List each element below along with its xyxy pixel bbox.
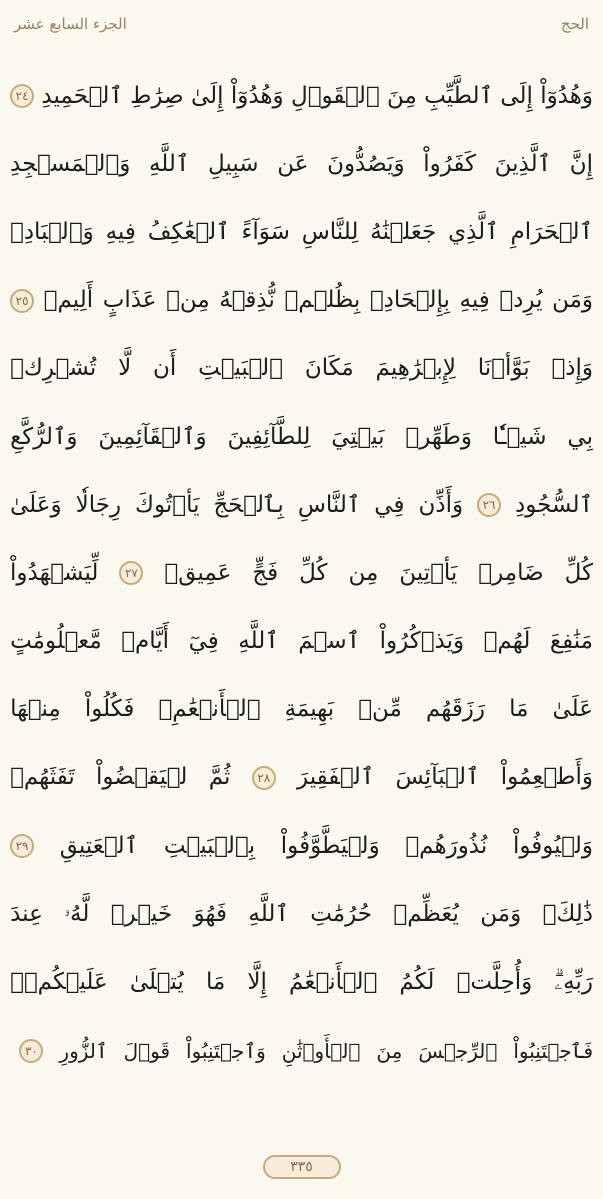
word: فِيهِ	[105, 218, 136, 245]
word: يُتۡلَىٰ	[129, 969, 184, 996]
word: يُرِدۡ	[499, 287, 543, 314]
text-line	[10, 335, 593, 403]
word: بِظُلۡمٖ	[284, 287, 361, 314]
word: نُّذِقۡهُ	[219, 287, 275, 314]
word: بِٱلۡبَيۡتِ	[163, 832, 256, 859]
word: إِلَى	[500, 82, 533, 109]
word: رَبِّهِۦۗ	[554, 969, 593, 996]
word: وَمَن	[480, 900, 522, 927]
word: ٱلزُّورِ	[59, 1038, 108, 1063]
word: ٱلۡعَٰكِفُ	[147, 218, 230, 245]
ayah-number-marker: ٢٩	[10, 834, 34, 858]
word: ثُمَّ	[208, 764, 231, 791]
word: ضَامِرٖ	[478, 559, 544, 586]
word: يَأۡتُوكَ	[135, 491, 200, 518]
word: وَٱلۡبَادِۚ	[10, 218, 94, 245]
text-line	[10, 744, 593, 812]
word: مَّعۡلُومَٰتٍ	[10, 628, 102, 655]
word: مِنَ	[386, 82, 417, 109]
word: ٱللَّهِ	[148, 150, 190, 177]
word: لِّيَشۡهَدُواْ	[10, 559, 99, 586]
word: ٱلۡفَقِيرَ	[297, 764, 375, 791]
word: ٱللَّهِ	[248, 900, 289, 927]
word: عِندَ	[10, 900, 43, 927]
word: ٱلۡحَمِيدِ	[41, 82, 123, 109]
word: يُعَظِّمۡ	[393, 900, 459, 927]
word: مِّنۢ	[358, 696, 402, 723]
word: بَوَّأۡنَا	[477, 355, 530, 382]
word: سَبِيلِ	[208, 150, 259, 177]
word: وَلۡيَطَّوَّفُواْ	[280, 832, 380, 859]
word: بَهِيمَةِ	[284, 696, 335, 723]
word: فَكُلُواْ	[84, 696, 135, 723]
word: شَيۡـٔٗا	[492, 423, 547, 450]
word: مِنۡ	[166, 287, 210, 314]
word: أَلِيمٖ	[43, 287, 94, 314]
word: فِيهِ	[459, 287, 490, 314]
word: وَٱلرُّكَّعِ	[10, 423, 78, 450]
word: ٱلۡأَنۡعَٰمُ	[289, 969, 378, 996]
word: وَٱجۡتَنِبُواْ	[186, 1038, 266, 1063]
word: رِجَالٗا	[75, 491, 122, 518]
word: لِلطَّآئِفِينَ	[227, 423, 311, 450]
word: كُلِّ	[299, 559, 328, 586]
word: كَفَرُواْ	[423, 150, 476, 177]
word: صِرَٰطِ	[130, 82, 184, 109]
word: ٱلطَّيِّبِ	[424, 82, 493, 109]
page-number: ٣٣٥	[290, 1159, 313, 1175]
word: عَمِيقٖ	[164, 559, 232, 586]
ayah-number-marker: ٢٧	[119, 561, 143, 585]
word: ٱلرِّجۡسَ	[418, 1038, 498, 1063]
word: ٱلۡبَيۡتِ	[198, 355, 283, 382]
word: نُذُورَهُمۡ	[405, 832, 488, 859]
ayah-number-marker: ٢٦	[477, 493, 501, 517]
word: ٱلۡبَآئِسَ	[395, 764, 480, 791]
word: بَيۡتِيَ	[331, 423, 385, 450]
word: مَا	[509, 696, 529, 723]
word: عَلَىٰ	[552, 696, 593, 723]
word: فِي	[374, 491, 405, 518]
word: وَيَذۡكُرُواْ	[379, 628, 465, 655]
text-line	[10, 403, 593, 471]
word: ٱسۡمَ	[298, 628, 361, 655]
ayah-number-marker: ٢٥	[10, 289, 34, 313]
text-line	[10, 539, 593, 607]
word: حُرُمَٰتِ	[310, 900, 373, 927]
word: جَعَلۡنَٰهُ	[370, 218, 437, 245]
word: رَزَقَهُم	[425, 696, 486, 723]
word: لَّهُۥ	[64, 900, 90, 927]
word: بِٱلۡحَجِّ	[213, 491, 284, 518]
word: بِي	[567, 423, 593, 450]
word: بِإِلۡحَادِۭ	[369, 287, 450, 314]
word: وَإِذۡ	[551, 355, 593, 382]
page-number-badge	[263, 1155, 341, 1179]
word: فِيٓ	[188, 628, 219, 655]
word: تَفَثَهُمۡ	[10, 764, 75, 791]
word: وَٱلۡمَسۡجِدِ	[10, 150, 131, 177]
word: إِلَّا	[247, 969, 267, 996]
word: إِلَىٰ	[190, 82, 224, 109]
text-line	[10, 880, 593, 948]
quran-text-body	[10, 62, 593, 1085]
word: مَكَانَ	[304, 355, 354, 382]
ayah-number-marker: ٢٤	[10, 84, 34, 108]
word: عَن	[277, 150, 309, 177]
word: أَن	[153, 355, 177, 382]
word: وَطَهِّرۡ	[405, 423, 472, 450]
word: أَيَّامٖ	[121, 628, 170, 655]
word: وَهُدُوٓاْ	[540, 82, 593, 109]
text-line	[10, 267, 593, 335]
word: مِن	[348, 559, 379, 586]
word: لَكُمُ	[399, 969, 435, 996]
word: لَّا	[118, 355, 132, 382]
word: ٱللَّهِ	[238, 628, 279, 655]
word: لۡيَقۡضُواْ	[96, 764, 188, 791]
word: مَا	[205, 969, 226, 996]
word: لِإِبۡرَٰهِيمَ	[375, 355, 456, 382]
word: مَنَٰفِعَ	[549, 628, 593, 655]
text-line	[10, 812, 593, 880]
text-line	[10, 471, 593, 539]
word: عَلَيۡكُمۡۖ	[10, 969, 108, 996]
word: إِنَّ	[569, 150, 593, 177]
word: وَٱلۡقَآئِمِينَ	[98, 423, 207, 450]
word: وَعَلَىٰ	[10, 491, 62, 518]
word: وَأَذِّن	[418, 491, 464, 518]
text-line	[10, 62, 593, 130]
word: تُشۡرِكۡ	[10, 355, 97, 382]
word: ٱلۡعَتِيقِ	[59, 832, 139, 859]
text-line	[10, 948, 593, 1016]
word: فَهُوَ	[193, 900, 228, 927]
word: ٱلۡقَوۡلِ	[290, 82, 380, 109]
word: خَيۡرٞ	[110, 900, 173, 927]
surah-name: الحج	[560, 15, 589, 33]
text-line	[10, 198, 593, 266]
word: وَمَن	[552, 287, 593, 314]
ayah-number-marker: ٢٨	[252, 766, 276, 790]
word: وَأُحِلَّتۡ	[456, 969, 533, 996]
word: مِنۡهَا	[10, 696, 61, 723]
word: ٱلۡأَنۡعَٰمِۖ	[158, 696, 261, 723]
word: وَيَصُدُّونَ	[327, 150, 405, 177]
word: قَوۡلَ	[123, 1038, 171, 1063]
text-line	[10, 676, 593, 744]
text-line	[10, 1017, 593, 1085]
word: ٱلۡأَوۡثَٰنِ	[281, 1038, 361, 1063]
word: فَجٍّ	[252, 559, 279, 586]
word: ٱلسُّجُودِ	[515, 491, 593, 518]
juz-label: الجزء السابع عشر	[14, 15, 127, 33]
ayah-number-marker: ٣٠	[19, 1039, 43, 1063]
word: ٱلنَّاسِ	[297, 491, 361, 518]
word: لِلنَّاسِ	[301, 218, 359, 245]
word: وَأَطۡعِمُواْ	[500, 764, 593, 791]
text-line	[10, 608, 593, 676]
word: عَذَابٍ	[102, 287, 157, 314]
word: ذَٰلِكَۖ	[542, 900, 593, 927]
word: ٱلَّذِينَ	[494, 150, 552, 177]
word: وَلۡيُوفُواْ	[512, 832, 593, 859]
word: مِنَ	[376, 1038, 403, 1063]
word: يَأۡتِينَ	[399, 559, 458, 586]
page-header	[14, 12, 589, 36]
word: سَوَآءً	[241, 218, 290, 245]
word: فَٱجۡتَنِبُواْ	[513, 1038, 593, 1063]
word: كُلِّ	[564, 559, 593, 586]
word: ٱلَّذِي	[448, 218, 499, 245]
word: لَهُمۡ	[483, 628, 531, 655]
word: وَهُدُوٓاْ	[230, 82, 284, 109]
word: ٱلۡحَرَامِ	[510, 218, 593, 245]
text-line	[10, 130, 593, 198]
